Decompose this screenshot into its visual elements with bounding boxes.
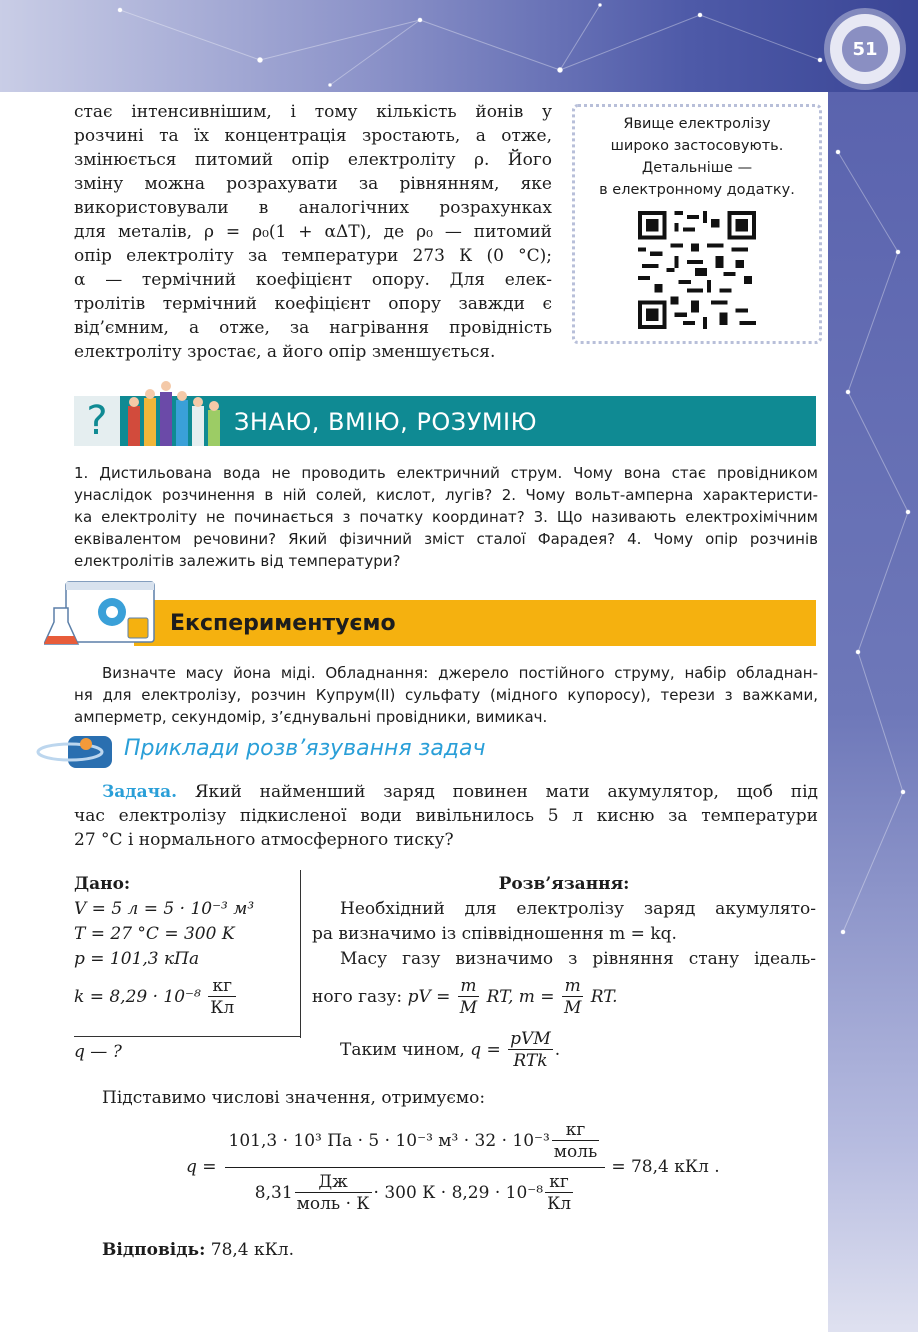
ideal-gas-prefix: ного газу:	[312, 987, 403, 1007]
examples-section-header	[34, 732, 534, 774]
numeric-result: = 78,4 кКл .	[611, 1157, 720, 1177]
raised-hands-icon	[122, 376, 232, 446]
numeric-den-unit-1	[295, 1172, 372, 1215]
given-temperature: T = 27 °C = 300 K	[74, 924, 235, 944]
solution-title: Розв’язання:	[498, 874, 630, 894]
qr-caption-line: в електронному додатку.	[599, 182, 795, 198]
page-number-badge	[830, 14, 900, 84]
experiment-line: амперметр, секундомір, з’єднувальні провідники, вимикач.	[74, 708, 548, 726]
intro-line: електроліту зростає, а його опір зменшується.	[74, 342, 496, 362]
given-pressure: p = 101,3 кПа	[74, 949, 200, 969]
qr-code[interactable]	[638, 211, 756, 329]
constellation-decoration	[0, 0, 918, 92]
qr-caption-line: Детальніше —	[641, 160, 753, 176]
qr-caption	[575, 107, 819, 201]
given-title: Дано:	[74, 874, 131, 894]
frac-den: моль	[553, 1141, 598, 1162]
side-decoration-band	[828, 92, 918, 1332]
charge-formula-prefix: Таким чином,	[340, 1040, 465, 1060]
intro-line: тролітів термічний коефіцієнт опору завжди є	[74, 294, 552, 314]
page-number: 51	[842, 26, 888, 72]
intro-line: α — термічний коефіцієнт опору. Для елек-	[74, 270, 552, 290]
frac-den: Кл	[547, 1193, 572, 1214]
experiment-text	[74, 662, 818, 728]
page-header-banner	[0, 0, 918, 92]
intro-line: для металів, ρ = ρ₀(1 + αΔT), де ρ₀ — питомий	[74, 222, 552, 242]
qr-info-box	[572, 104, 822, 344]
ideal-gas-rt-end: RT.	[590, 987, 618, 1007]
charge-formula-end: .	[554, 1040, 561, 1060]
task-line	[74, 780, 818, 804]
substitution-text: Підставимо числові значення, отримуємо:	[102, 1088, 486, 1108]
numeric-numerator-main: 101,3 · 10³ Па · 5 · 10⁻³ м³ · 32 · 10⁻³	[228, 1131, 550, 1151]
frac-den: моль · К	[296, 1193, 370, 1214]
given-k-unit-num: кг	[208, 976, 236, 997]
frac-num: Дж	[295, 1172, 372, 1193]
answer-label: Відповідь:	[102, 1240, 206, 1260]
given-divider-horizontal	[74, 1036, 300, 1037]
intro-paragraph	[74, 100, 552, 364]
frac-num: m	[562, 976, 583, 997]
question-line: еквівалентом речовини? Який фізичний зміст сталої Фарадея? 4. Чому опір розчинів	[74, 530, 818, 548]
experiment-line: Визначте масу йона міді. Обладнання: джерело постійного струму, набір обладнан-	[102, 664, 818, 682]
numeric-q-label: q =	[186, 1157, 217, 1177]
qr-caption-line: Явище електролізу	[623, 116, 771, 132]
ideal-gas-equation	[312, 976, 816, 1019]
intro-line: опір електроліту за температури 273 К (0 °С);	[74, 246, 552, 266]
frac-num: кг	[552, 1120, 600, 1141]
know-section-header	[74, 396, 816, 446]
frac-den: M	[459, 998, 478, 1018]
question-mark-icon: ?	[74, 396, 120, 446]
examples-section-title: Приклади розв’язування задач	[124, 736, 486, 761]
task-line: 27 °С і нормального атмосферного тиску?	[74, 830, 454, 850]
task-text: Який найменший заряд повинен мати акумулятор, щоб під	[194, 782, 819, 802]
experiment-section-header	[134, 600, 816, 646]
review-questions	[74, 462, 818, 572]
solution-block	[312, 872, 816, 1072]
charge-formula-q: q =	[470, 1040, 501, 1060]
ideal-gas-fraction-2	[562, 976, 583, 1019]
experiment-line: ня для електролізу, розчин Купрум(ІІ) сульфату (мідного купоросу), терези з важками,	[74, 686, 818, 704]
question-line: 1. Дистильована вода не проводить електричний струм. Чому вона стає провідником	[74, 464, 818, 482]
frac-num: кг	[545, 1172, 573, 1193]
experiment-section-title: Експериментуємо	[170, 611, 396, 636]
numeric-den-prefix: 8,31	[254, 1183, 293, 1203]
solution-line: Необхідний для електролізу заряд акумулято-	[340, 899, 816, 919]
numeric-den-mid: · 300 К · 8,29 · 10⁻⁸	[373, 1183, 544, 1203]
intro-line: від’ємним, а отже, за нагрівання провідність	[74, 318, 552, 338]
numeric-denominator	[225, 1168, 606, 1215]
question-line: електролітів залежить від температури?	[74, 552, 401, 570]
intro-line: стає інтенсивнішим, і тому кількість йонів у	[74, 102, 552, 122]
lab-equipment-icon	[44, 578, 160, 654]
given-divider-vertical	[300, 870, 301, 1038]
numeric-equation	[186, 1112, 806, 1222]
answer-line	[102, 1240, 294, 1260]
atom-orbit-icon	[34, 732, 116, 772]
intro-line: розчині та їх концентрація зростають, а отже,	[74, 126, 552, 146]
side-constellation	[828, 92, 918, 1332]
numeric-main-fraction	[225, 1120, 606, 1215]
task-line: час електролізу підкисленої води вивільнилось 5 л кисню за температури	[74, 806, 818, 826]
answer-value: 78,4 кКл.	[210, 1240, 295, 1260]
task-statement	[74, 780, 818, 852]
given-coefficient	[74, 976, 300, 1019]
given-k-unit-den: Кл	[210, 998, 235, 1018]
question-line: унаслідок розчинення в ній солей, кислот, лугів? 2. Чому вольт-амперна характеристи-	[74, 486, 818, 504]
frac-den: M	[563, 998, 582, 1018]
charge-formula-fraction	[508, 1029, 553, 1072]
task-label: Задача.	[102, 782, 177, 802]
charge-formula	[312, 1029, 816, 1072]
numeric-den-unit-2	[545, 1172, 573, 1215]
solution-line: ра визначимо із співвідношення m = kq.	[312, 924, 677, 944]
ideal-gas-rt-m: RT, m =	[486, 987, 555, 1007]
intro-line: зміну можна розрахувати за рівнянням, яке	[74, 174, 552, 194]
ideal-gas-pv: pV =	[407, 987, 451, 1007]
question-line: ка електроліту не починається з початку координат? 3. Що називають електрохімічним	[74, 508, 818, 526]
find-quantity: q — ?	[74, 1042, 122, 1062]
qr-caption-line: широко застосовують.	[610, 138, 784, 154]
intro-line: змінюється питомий опір електроліту ρ. Його	[74, 150, 552, 170]
solution-line: Масу газу визначимо з рівняння стану ідеаль-	[340, 949, 816, 969]
numeric-numerator	[225, 1120, 606, 1168]
given-k-unit	[208, 976, 236, 1019]
know-section-title: ЗНАЮ, ВМІЮ, РОЗУМІЮ	[234, 408, 538, 436]
numeric-numerator-unit	[552, 1120, 600, 1163]
frac-den: RTk	[513, 1051, 548, 1071]
given-block	[74, 872, 300, 1019]
frac-num: m	[458, 976, 479, 997]
given-volume: V = 5 л = 5 · 10⁻³ м³	[74, 899, 255, 919]
ideal-gas-fraction-1	[458, 976, 479, 1019]
given-k-value: k = 8,29 · 10⁻⁸	[74, 987, 201, 1007]
numeric-equation-row	[186, 1112, 806, 1222]
intro-line: використовували в аналогічних розрахунках	[74, 198, 552, 218]
frac-num: pVM	[510, 1029, 551, 1049]
